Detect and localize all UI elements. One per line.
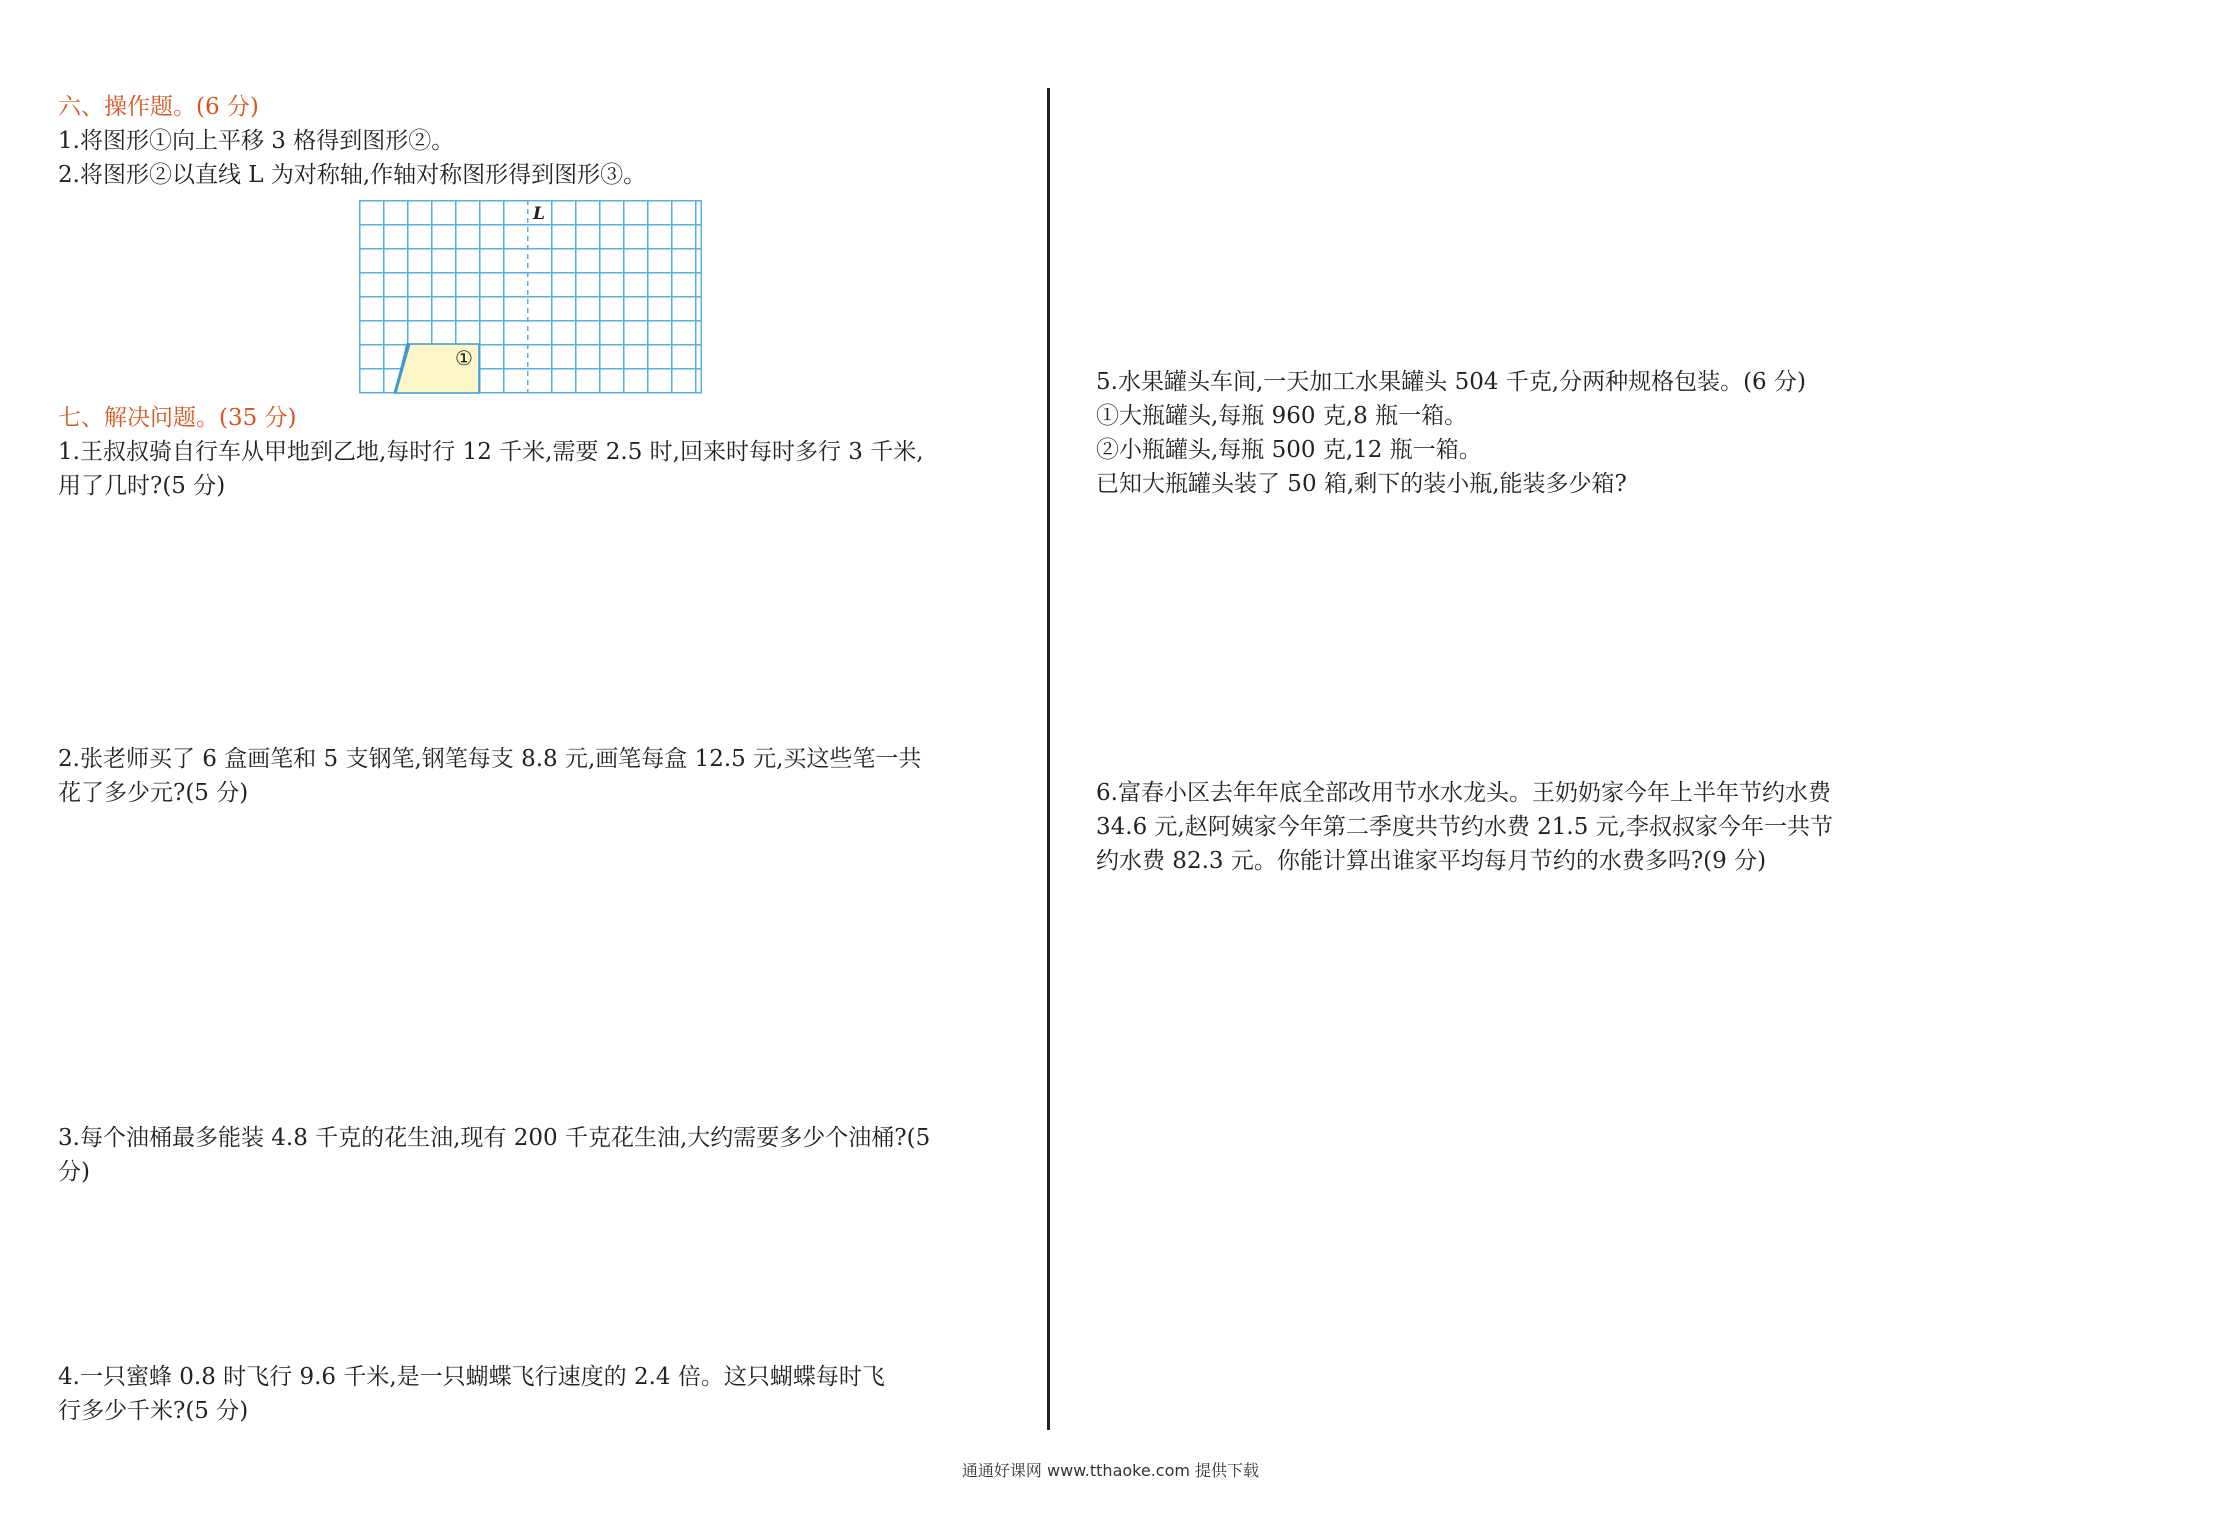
question-6-line-3: 约水费 82.3 元。你能计算出谁家平均每月节约的水费多吗?(9 分) [1096, 848, 1767, 874]
question-7-4-line-2: 行多少千米?(5 分) [58, 1398, 249, 1424]
question-5-line-3: ②小瓶罐头,每瓶 500 克,12 瓶一箱。 [1096, 437, 1482, 463]
column-divider [1047, 88, 1050, 1430]
question-7-1-line-2: 用了几时?(5 分) [58, 473, 226, 499]
question-7-2-line-2: 花了多少元?(5 分) [58, 780, 249, 806]
grid-figure [359, 200, 703, 394]
question-6-1: 1.将图形①向上平移 3 格得到图形②。 [58, 128, 455, 154]
section-7-title: 七、解决问题。(35 分) [58, 405, 297, 431]
question-6-line-2: 34.6 元,赵阿姨家今年第二季度共节约水费 21.5 元,李叔叔家今年一共节 [1096, 814, 1833, 840]
question-6-2: 2.将图形②以直线 L 为对称轴,作轴对称图形得到图形③。 [58, 162, 647, 188]
question-5-line-4: 已知大瓶罐头装了 50 箱,剩下的装小瓶,能装多少箱? [1096, 471, 1627, 497]
question-7-1-line-1: 1.王叔叔骑自行车从甲地到乙地,每时行 12 千米,需要 2.5 时,回来时每时多行 3 千米, [58, 439, 924, 465]
question-6-line-1: 6.富春小区去年年底全部改用节水水龙头。王奶奶家今年上半年节约水费 [1096, 780, 1831, 806]
question-5-line-2: ①大瓶罐头,每瓶 960 克,8 瓶一箱。 [1096, 403, 1468, 429]
question-7-4-line-1: 4.一只蜜蜂 0.8 时飞行 9.6 千米,是一只蝴蝶飞行速度的 2.4 倍。这只蝴蝶每时飞 [58, 1364, 885, 1390]
question-7-3-line-1: 3.每个油桶最多能装 4.8 千克的花生油,现有 200 千克花生油,大约需要多少个油桶?(5 [58, 1125, 931, 1151]
section-6-title: 六、操作题。(6 分) [58, 94, 259, 120]
question-7-2-line-1: 2.张老师买了 6 盒画笔和 5 支钢笔,钢笔每支 8.8 元,画笔每盒 12.5 元,买这些笔一共 [58, 746, 922, 772]
shape-1-label: ① [455, 346, 473, 370]
axis-label-L: L [533, 204, 545, 224]
question-7-3-line-2: 分) [58, 1159, 90, 1185]
footer-credit: 通通好课网 www.tthaoke.com 提供下载 [961, 1461, 1260, 1480]
question-5-line-1: 5.水果罐头车间,一天加工水果罐头 504 千克,分两种规格包装。(6 分) [1096, 369, 1806, 395]
